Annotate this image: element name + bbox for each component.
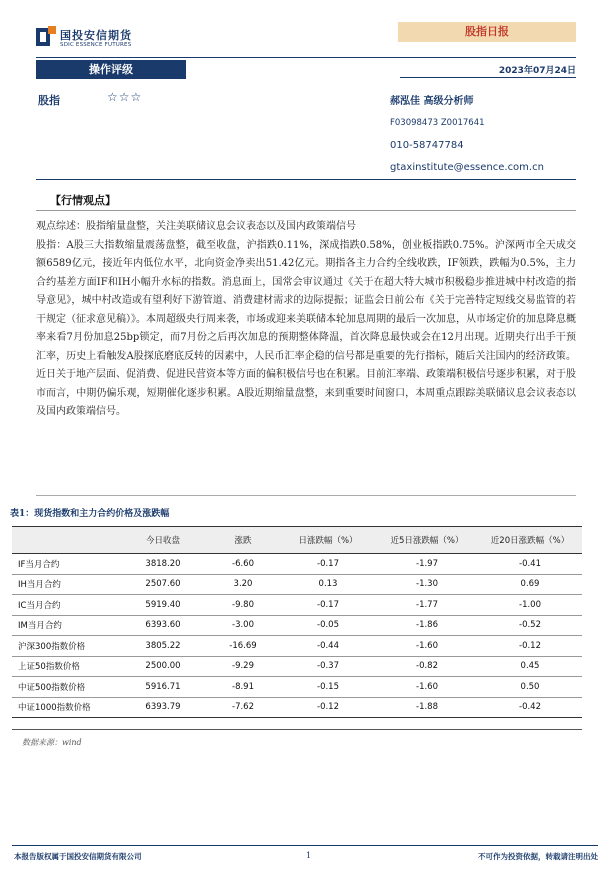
data-source: 数据来源：wind [22, 738, 82, 747]
cell-20d-pct: 0.69 [478, 574, 582, 595]
row-name: IC当月合约 [12, 595, 120, 616]
cell-close: 2507.60 [120, 574, 206, 595]
table-header-row [12, 527, 582, 554]
commentary-divider [36, 495, 576, 496]
row-name: IM当月合约 [12, 615, 120, 636]
table-row [12, 636, 582, 657]
cell-change: -16.69 [206, 636, 280, 657]
cell-day-pct: -0.44 [280, 636, 376, 657]
market-commentary [36, 218, 576, 422]
table-row [12, 615, 582, 636]
company-logo-icon [36, 26, 56, 48]
header-cell: 近5日涨跌幅（%） [376, 527, 478, 554]
cell-day-pct: -0.12 [280, 697, 376, 718]
table-bottom-divider [12, 729, 582, 730]
header-cell: 日涨跌幅（%） [280, 527, 376, 554]
cell-20d-pct: -1.00 [478, 595, 582, 616]
header-cell: 今日收盘 [120, 527, 206, 554]
section-divider [36, 210, 576, 211]
analyst-email: gtaxinstitute@essence.com.cn [390, 162, 544, 173]
row-name: IH当月合约 [12, 574, 120, 595]
header-cell: 近20日涨跌幅（%） [478, 527, 582, 554]
cell-20d-pct: -0.41 [478, 554, 582, 575]
cell-day-pct: -0.17 [280, 595, 376, 616]
header-divider [36, 57, 576, 58]
table-row [12, 677, 582, 698]
cell-change: -9.29 [206, 656, 280, 677]
summary-paragraph: 观点综述：股指缩量盘整，关注美联储议息会议表态以及国内政策端信号 [36, 221, 356, 232]
cell-20d-pct: -0.42 [478, 697, 582, 718]
cell-day-pct: -0.37 [280, 656, 376, 677]
cell-close: 2500.00 [120, 656, 206, 677]
cell-day-pct: -0.05 [280, 615, 376, 636]
table-row [12, 554, 582, 575]
table-row [12, 595, 582, 616]
price-table [12, 526, 582, 718]
report-type-badge: 股指日报 [398, 22, 576, 42]
row-name: 上证50指数价格 [12, 656, 120, 677]
company-name-en: SDIC ESSENCE FUTURES [60, 42, 132, 48]
cell-change: -8.91 [206, 677, 280, 698]
row-name: 沪深300指数价格 [12, 636, 120, 657]
row-name: IF当月合约 [12, 554, 120, 575]
cell-close: 5919.40 [120, 595, 206, 616]
cell-20d-pct: 0.45 [478, 656, 582, 677]
date-underline [400, 77, 576, 78]
header-cell [12, 527, 120, 554]
cell-day-pct: -0.17 [280, 554, 376, 575]
cell-change: -6.60 [206, 554, 280, 575]
cell-day-pct: -0.15 [280, 677, 376, 698]
rating-label: 操作评级 [36, 60, 186, 79]
company-name-cn: 国投安信期货 [60, 29, 132, 42]
cell-5d-pct: -0.82 [376, 656, 478, 677]
report-date: 2023年07月24日 [498, 66, 576, 76]
analyst-phone: 010-58747784 [390, 140, 464, 151]
cell-20d-pct: -0.12 [478, 636, 582, 657]
cell-close: 5916.71 [120, 677, 206, 698]
footer-disclaimer: 不可作为投资依据，转载请注明出处 [478, 852, 598, 861]
footer-divider [12, 845, 598, 846]
analyst-license: F03098473 Z0017641 [390, 118, 485, 128]
cell-close: 6393.60 [120, 615, 206, 636]
row-name: 中证1000指数价格 [12, 697, 120, 718]
cell-20d-pct: -0.52 [478, 615, 582, 636]
cell-close: 6393.79 [120, 697, 206, 718]
cell-5d-pct: -1.77 [376, 595, 478, 616]
cell-change: 3.20 [206, 574, 280, 595]
cell-change: -7.62 [206, 697, 280, 718]
cell-change: -3.00 [206, 615, 280, 636]
contact-divider [36, 179, 576, 180]
footer-copyright: 本报告版权属于国投安信期货有限公司 [14, 852, 142, 861]
table-title: 表1：现货指数和主力合约价格及涨跌幅 [10, 509, 170, 519]
section-heading: 【行情观点】 [50, 194, 116, 207]
cell-close: 3805.22 [120, 636, 206, 657]
cell-change: -9.80 [206, 595, 280, 616]
cell-5d-pct: -1.30 [376, 574, 478, 595]
table-row [12, 574, 582, 595]
cell-close: 3818.20 [120, 554, 206, 575]
category-label: 股指 [38, 94, 60, 107]
row-name: 中证500指数价格 [12, 677, 120, 698]
cell-5d-pct: -1.60 [376, 636, 478, 657]
header-cell: 涨跌 [206, 527, 280, 554]
cell-5d-pct: -1.60 [376, 677, 478, 698]
table-row [12, 656, 582, 677]
cell-day-pct: 0.13 [280, 574, 376, 595]
cell-5d-pct: -1.97 [376, 554, 478, 575]
cell-5d-pct: -1.88 [376, 697, 478, 718]
analyst-name: 郝泓佳 高级分析师 [390, 96, 474, 107]
table-row [12, 697, 582, 718]
page-number: 1 [306, 851, 312, 860]
rating-stars: ☆☆☆ [107, 90, 143, 104]
cell-5d-pct: -1.86 [376, 615, 478, 636]
cell-20d-pct: 0.50 [478, 677, 582, 698]
detail-paragraph: 股指：A股三大指数缩量震荡盘整，截至收盘，沪指跌0.11%，深成指跌0.58%，创业板指跌0.75%。沪深两市全天成交额6589亿元，接近年内低位水平，北向资金净卖出51.42亿元。期指各主力合约全线收跌，IF领跌，跌幅为0.5%，主力合约基差方面IF和IH小幅升水标的指数。消息面上，国常会审议通过《关于在超大特大城市积极稳步推进城中村改造的指导意见》，城中村改造或有望利好下游管道、消费建材需求的边际提振；证监会日前公布《关于完善特定短线交易监管的若干规定（征求意见稿）》。本周超级央行周来袭，市场或迎来美联储本轮加息周期的最后一次加息，从市场定价的加息降息概率来看7月份加息25bp锁定，而7月份之后再次加息的预期整体降温，首次降息最快或会在12月出现。近期央行出手干预汇率，历史上看触发A股探底磨底反转的因素中，人民币汇率企稳的信号都是重要的先行指标，随后关注国内的经济政策。近日关于地产层面、促消费、促进民营资本等方面的偏积极信号也在积累。目前汇率端、政策端积极信号逐步积累，对于股市而言，中期仍偏乐观，短期催化逐步积累。A股近期缩量盘整，来到重要时间窗口，本周重点跟踪美联储议息会议表态以及国内政策端信号。 [36, 239, 576, 417]
